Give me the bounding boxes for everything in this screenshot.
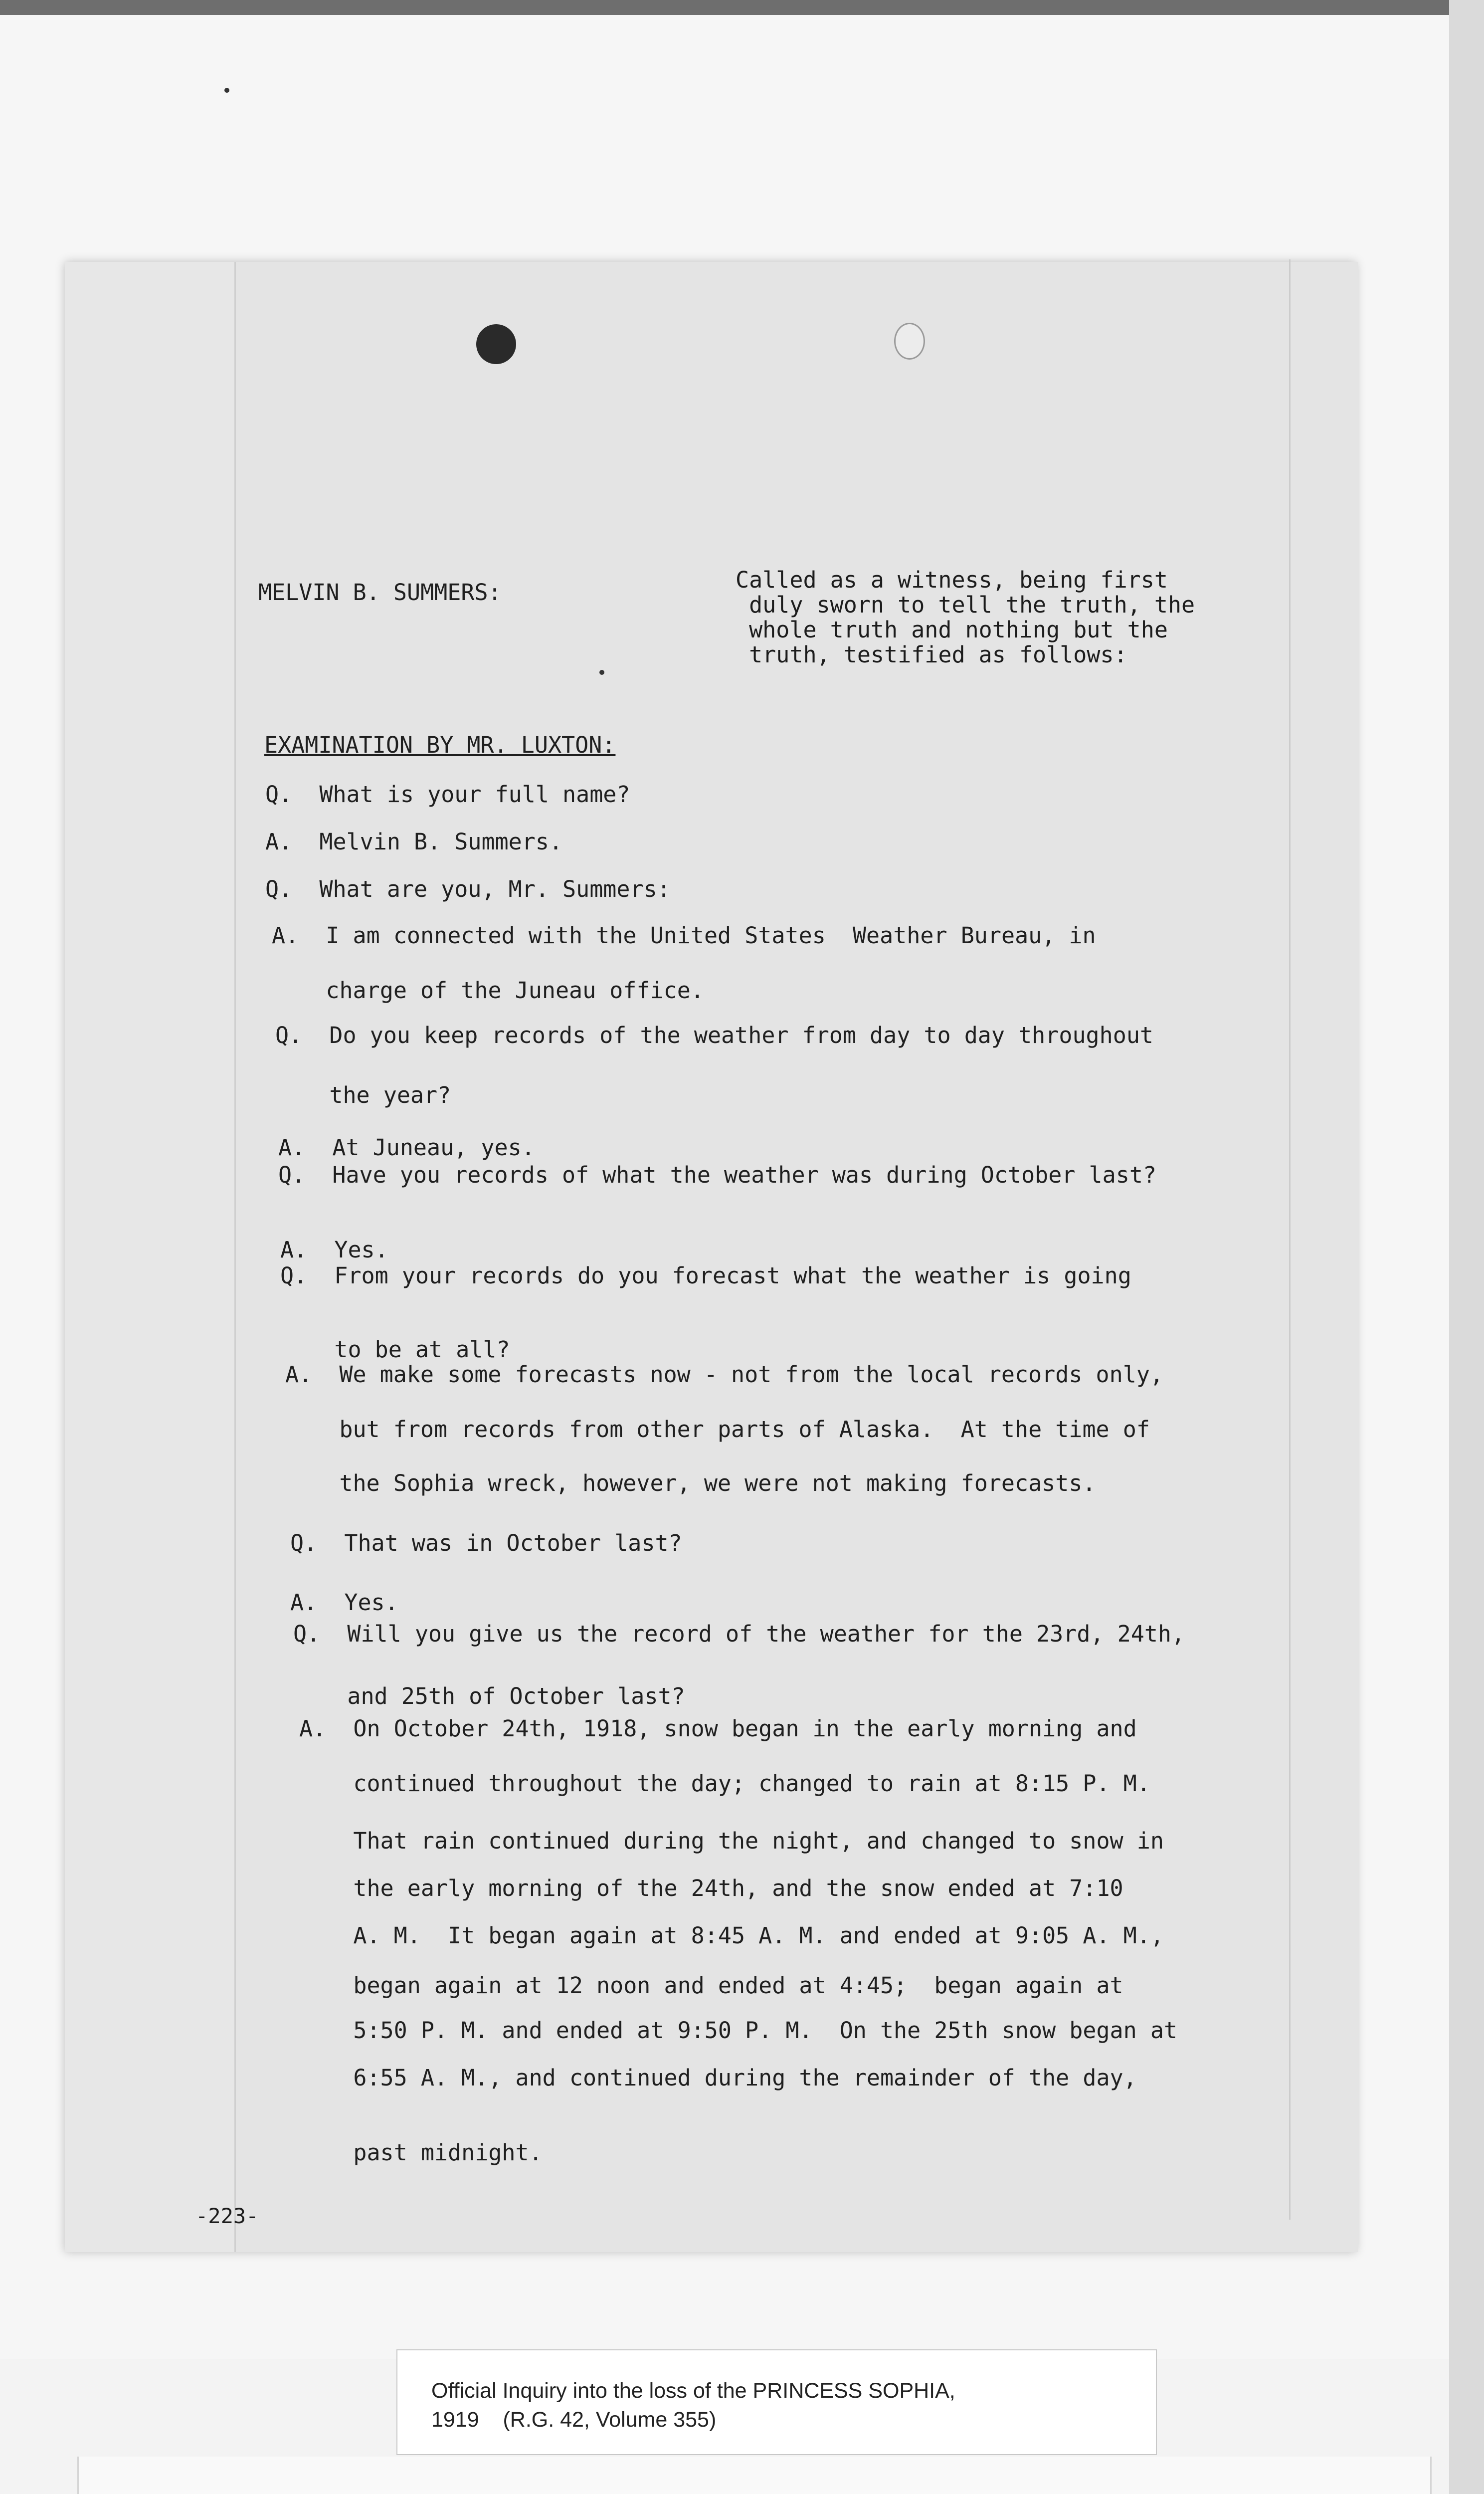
- examination-heading: EXAMINATION BY MR. LUXTON:: [264, 732, 616, 758]
- transcript-line: began again at 12 noon and ended at 4:45; began again at: [299, 1972, 1123, 1999]
- top-edge: [0, 0, 1484, 15]
- transcript-line: the year?: [275, 1082, 451, 1108]
- transcript-line: the Sophia wreck, however, we were not making forecasts.: [285, 1470, 1096, 1496]
- punch-hole-dark: [476, 324, 516, 364]
- transcript-line: A. Yes.: [290, 1589, 398, 1616]
- label-line: 1919 (R.G. 42, Volume 355): [431, 2408, 717, 2432]
- speck: [224, 88, 229, 93]
- called-line: whole truth and nothing but the: [736, 617, 1168, 643]
- transcript-line: 6:55 A. M., and continued during the remainder of the day,: [299, 2065, 1137, 2091]
- transcript-line: but from records from other parts of Alaska. At the time of: [285, 1416, 1150, 1443]
- punch-hole-light: [894, 323, 925, 360]
- transcript-line: Q. That was in October last?: [290, 1530, 682, 1556]
- transcript-line: That rain continued during the night, and changed to snow in: [299, 1828, 1164, 1854]
- margin-rule: [1289, 259, 1291, 2220]
- transcript-line: A. Melvin B. Summers.: [265, 829, 563, 855]
- witness-name: MELVIN B. SUMMERS:: [258, 579, 502, 606]
- called-statement: [736, 568, 1195, 667]
- transcript-line: and 25th of October last?: [293, 1683, 685, 1709]
- transcript-line: A. I am connected with the United States Weather Bureau, in: [272, 922, 1096, 949]
- transcript-line: Q. Will you give us the record of the weather for the 23rd, 24th,: [293, 1621, 1185, 1647]
- transcript-line: Q. Do you keep records of the weather from day to day throughout: [275, 1022, 1153, 1048]
- transcript-line: A. At Juneau, yes.: [278, 1134, 535, 1161]
- right-edge: [1449, 0, 1484, 2494]
- transcript-line: Q. From your records do you forecast what the weather is going: [280, 1262, 1131, 1289]
- transcript-line: to be at all?: [280, 1336, 510, 1363]
- called-line: truth, testified as follows:: [736, 641, 1127, 668]
- transcript-line: 5:50 P. M. and ended at 9:50 P. M. On the 25th snow began at: [299, 2017, 1177, 2044]
- transcript-line: the early morning of the 24th, and the snow ended at 7:10: [299, 1875, 1123, 1901]
- transcript-line: A. On October 24th, 1918, snow began in the early morning and: [299, 1715, 1137, 1742]
- transcript-line: Q. What is your full name?: [265, 781, 630, 808]
- transcript-line: A. Yes.: [280, 1237, 388, 1263]
- page-margin-panel: [234, 262, 1358, 2252]
- transcript-line: continued throughout the day; changed to rain at 8:15 P. M.: [299, 1770, 1150, 1797]
- typed-page: [65, 262, 1356, 2252]
- called-line: Called as a witness, being first: [736, 567, 1168, 593]
- transcript-line: A. We make some forecasts now - not from the local records only,: [285, 1361, 1163, 1388]
- transcript-line: A. M. It began again at 8:45 A. M. and ended at 9:05 A. M.,: [299, 1922, 1164, 1949]
- archive-label: [396, 2349, 1157, 2455]
- called-line: duly sworn to tell the truth, the: [736, 592, 1195, 618]
- transcript-line: Q. What are you, Mr. Summers:: [265, 876, 671, 902]
- transcript-line: Q. Have you records of what the weather was during October last?: [278, 1162, 1156, 1188]
- label-line: Official Inquiry into the loss of the PRINCESS SOPHIA,: [431, 2379, 955, 2403]
- transcript-line: charge of the Juneau office.: [272, 977, 704, 1004]
- page-number: -223-: [195, 2204, 259, 2228]
- archives-card: [77, 2457, 1432, 2494]
- speck: [599, 670, 604, 675]
- transcript-line: past midnight.: [299, 2139, 543, 2166]
